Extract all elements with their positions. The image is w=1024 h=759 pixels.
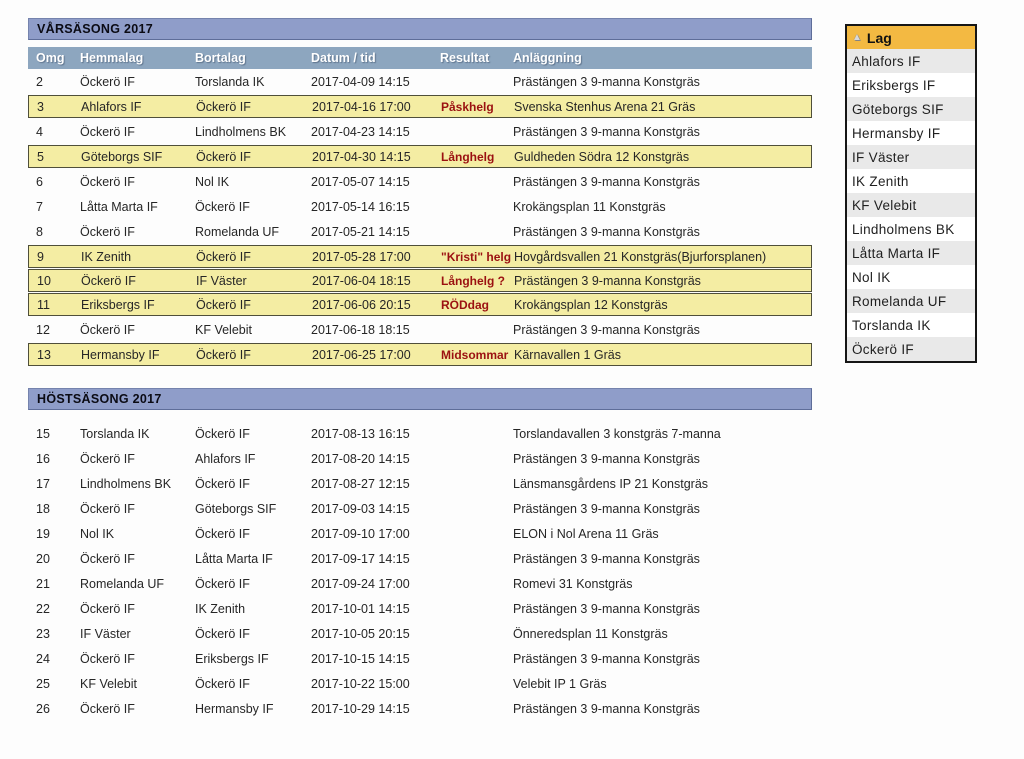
- table-row: [28, 169, 812, 194]
- home-team-cell: Öckerö IF: [80, 174, 135, 189]
- away-team-cell: Ahlafors IF: [195, 451, 256, 466]
- venue-cell: Svenska Stenhus Arena 21 Gräs: [514, 99, 696, 114]
- home-team-cell: KF Velebit: [80, 676, 137, 691]
- home-team-cell: Öckerö IF: [80, 124, 135, 139]
- team-list-item[interactable]: Eriksbergs IF: [847, 73, 975, 97]
- team-list: [847, 49, 975, 361]
- table-row: [28, 245, 812, 268]
- result-cell: Midsommar: [441, 347, 509, 362]
- omg-cell: 4: [36, 124, 43, 139]
- datetime-cell: 2017-10-22 15:00: [311, 676, 410, 691]
- away-team-cell: Romelanda UF: [195, 224, 280, 239]
- away-team-cell: Låtta Marta IF: [195, 551, 273, 566]
- table-row: [28, 496, 812, 521]
- table-row: [28, 95, 812, 118]
- away-team-cell: Öckerö IF: [195, 676, 250, 691]
- home-team-cell: Öckerö IF: [80, 501, 135, 516]
- team-list-item[interactable]: Hermansby IF: [847, 121, 975, 145]
- omg-cell: 16: [36, 451, 50, 466]
- home-team-cell: Öckerö IF: [80, 74, 135, 89]
- table-row: [28, 671, 812, 696]
- team-list-item[interactable]: Göteborgs SIF: [847, 97, 975, 121]
- column-header-home: Hemmalag: [80, 51, 144, 65]
- away-team-cell: Öckerö IF: [196, 249, 251, 264]
- venue-cell: Prästängen 3 9-manna Konstgräs: [513, 174, 700, 189]
- home-team-cell: Göteborgs SIF: [81, 149, 163, 164]
- result-cell: Påskhelg: [441, 99, 494, 114]
- venue-cell: Guldheden Södra 12 Konstgräs: [514, 149, 690, 164]
- omg-cell: 9: [37, 249, 44, 264]
- team-list-item[interactable]: Torslanda IK: [847, 313, 975, 337]
- sort-ascending-icon: ▲: [852, 31, 862, 43]
- table-row: [28, 219, 812, 244]
- spring-season-band: [28, 18, 812, 40]
- venue-cell: Prästängen 3 9-manna Konstgräs: [513, 74, 700, 89]
- away-team-cell: Öckerö IF: [196, 149, 251, 164]
- table-row: [28, 293, 812, 316]
- omg-cell: 15: [36, 426, 50, 441]
- spring-fixture-list: [28, 69, 812, 366]
- omg-cell: 22: [36, 601, 50, 616]
- column-header-result: Resultat: [440, 51, 490, 65]
- omg-cell: 23: [36, 626, 50, 641]
- home-team-cell: Öckerö IF: [80, 224, 135, 239]
- result-cell: Långhelg ?: [441, 273, 505, 288]
- away-team-cell: Lindholmens BK: [195, 124, 287, 139]
- team-list-item[interactable]: Nol IK: [847, 265, 975, 289]
- venue-cell: Prästängen 3 9-manna Konstgräs: [513, 322, 700, 337]
- datetime-cell: 2017-08-13 16:15: [311, 426, 410, 441]
- home-team-cell: Romelanda UF: [80, 576, 165, 591]
- omg-cell: 17: [36, 476, 50, 491]
- datetime-cell: 2017-06-04 18:15: [312, 273, 411, 288]
- venue-cell: Länsmansgårdens IP 21 Konstgräs: [513, 476, 709, 491]
- venue-cell: Prästängen 3 9-manna Konstgräs: [513, 224, 700, 239]
- home-team-cell: Ahlafors IF: [81, 99, 142, 114]
- omg-cell: 20: [36, 551, 50, 566]
- datetime-cell: 2017-05-28 17:00: [312, 249, 411, 264]
- team-list-item[interactable]: IF Väster: [847, 145, 975, 169]
- omg-cell: 3: [37, 99, 44, 114]
- venue-cell: Prästängen 3 9-manna Konstgräs: [513, 651, 700, 666]
- venue-cell: Prästängen 3 9-manna Konstgräs: [514, 273, 701, 288]
- home-team-cell: IK Zenith: [81, 249, 132, 264]
- column-header-venue: Anläggning: [513, 51, 582, 65]
- omg-cell: 24: [36, 651, 50, 666]
- away-team-cell: Öckerö IF: [196, 99, 251, 114]
- datetime-cell: 2017-05-14 16:15: [311, 199, 410, 214]
- table-row: [28, 571, 812, 596]
- table-row: [28, 343, 812, 366]
- away-team-cell: IF Väster: [196, 273, 247, 288]
- venue-cell: Krokängsplan 12 Konstgräs: [514, 297, 668, 312]
- datetime-cell: 2017-04-09 14:15: [311, 74, 410, 89]
- column-header-omg: Omg: [36, 51, 65, 65]
- table-row: [28, 596, 812, 621]
- column-header-datetime: Datum / tid: [311, 51, 376, 65]
- datetime-cell: 2017-10-05 20:15: [311, 626, 410, 641]
- away-team-cell: Öckerö IF: [196, 297, 251, 312]
- venue-cell: Torslandavallen 3 konstgräs 7-manna: [513, 426, 721, 441]
- away-team-cell: Öckerö IF: [195, 526, 250, 541]
- venue-cell: Kärnavallen 1 Gräs: [514, 347, 622, 362]
- venue-cell: Prästängen 3 9-manna Konstgräs: [513, 551, 700, 566]
- table-row: [28, 69, 812, 94]
- omg-cell: 7: [36, 199, 43, 214]
- datetime-cell: 2017-10-01 14:15: [311, 601, 410, 616]
- home-team-cell: Öckerö IF: [80, 451, 135, 466]
- table-row: [28, 546, 812, 571]
- away-team-cell: Öckerö IF: [195, 626, 250, 641]
- datetime-cell: 2017-04-30 14:15: [312, 149, 411, 164]
- team-list-item[interactable]: Lindholmens BK: [847, 217, 975, 241]
- away-team-cell: Hermansby IF: [195, 701, 274, 716]
- venue-cell: Romevi 31 Konstgräs: [513, 576, 633, 591]
- team-list-item[interactable]: KF Velebit: [847, 193, 975, 217]
- fixture-table-header: [28, 47, 812, 69]
- home-team-cell: Öckerö IF: [80, 322, 135, 337]
- table-row: [28, 646, 812, 671]
- home-team-cell: Öckerö IF: [80, 551, 135, 566]
- venue-cell: Krokängsplan 11 Konstgräs: [513, 199, 666, 214]
- venue-cell: Prästängen 3 9-manna Konstgräs: [513, 501, 700, 516]
- omg-cell: 18: [36, 501, 50, 516]
- omg-cell: 6: [36, 174, 43, 189]
- away-team-cell: Göteborgs SIF: [195, 501, 277, 516]
- away-team-cell: Öckerö IF: [195, 199, 250, 214]
- away-team-cell: Torslanda IK: [195, 74, 265, 89]
- omg-cell: 25: [36, 676, 50, 691]
- table-row: [28, 269, 812, 292]
- away-team-cell: Nol IK: [195, 174, 230, 189]
- team-list-item[interactable]: Öckerö IF: [847, 337, 975, 361]
- table-row: [28, 471, 812, 496]
- team-list-item[interactable]: Romelanda UF: [847, 289, 975, 313]
- omg-cell: 26: [36, 701, 50, 716]
- team-list-item[interactable]: IK Zenith: [847, 169, 975, 193]
- team-list-item[interactable]: Ahlafors IF: [847, 49, 975, 73]
- table-row: [28, 696, 812, 721]
- omg-cell: 13: [37, 347, 51, 362]
- table-row: [28, 317, 812, 342]
- away-team-cell: Eriksbergs IF: [195, 651, 269, 666]
- home-team-cell: Torslanda IK: [80, 426, 150, 441]
- result-cell: RÖDdag: [441, 297, 489, 312]
- home-team-cell: Öckerö IF: [80, 701, 135, 716]
- table-row: [28, 119, 812, 144]
- spring-season-title: VÅRSÄSONG 2017: [37, 22, 154, 36]
- omg-cell: 12: [36, 322, 50, 337]
- omg-cell: 5: [37, 149, 44, 164]
- table-row: [28, 446, 812, 471]
- omg-cell: 19: [36, 526, 50, 541]
- venue-cell: Velebit IP 1 Gräs: [513, 676, 607, 691]
- autumn-season-band: [28, 388, 812, 410]
- table-row: [28, 194, 812, 219]
- datetime-cell: 2017-05-21 14:15: [311, 224, 410, 239]
- away-team-cell: Öckerö IF: [196, 347, 251, 362]
- datetime-cell: 2017-08-20 14:15: [311, 451, 410, 466]
- team-list-item[interactable]: Låtta Marta IF: [847, 241, 975, 265]
- home-team-cell: Eriksbergs IF: [81, 297, 155, 312]
- home-team-cell: Nol IK: [80, 526, 115, 541]
- venue-cell: ELON i Nol Arena 11 Gräs: [513, 526, 659, 541]
- datetime-cell: 2017-04-16 17:00: [312, 99, 411, 114]
- away-team-cell: Öckerö IF: [195, 476, 250, 491]
- datetime-cell: 2017-10-29 14:15: [311, 701, 410, 716]
- datetime-cell: 2017-06-18 18:15: [311, 322, 410, 337]
- home-team-cell: Lindholmens BK: [80, 476, 172, 491]
- home-team-cell: Hermansby IF: [81, 347, 160, 362]
- datetime-cell: 2017-09-10 17:00: [311, 526, 410, 541]
- away-team-cell: IK Zenith: [195, 601, 246, 616]
- datetime-cell: 2017-05-07 14:15: [311, 174, 410, 189]
- venue-cell: Prästängen 3 9-manna Konstgräs: [513, 451, 700, 466]
- omg-cell: 10: [37, 273, 51, 288]
- datetime-cell: 2017-08-27 12:15: [311, 476, 410, 491]
- home-team-cell: Öckerö IF: [81, 273, 136, 288]
- table-row: [28, 621, 812, 646]
- datetime-cell: 2017-04-23 14:15: [311, 124, 410, 139]
- table-row: [28, 145, 812, 168]
- home-team-cell: IF Väster: [80, 626, 131, 641]
- autumn-fixture-list: [28, 421, 812, 721]
- away-team-cell: Öckerö IF: [195, 576, 250, 591]
- venue-cell: Prästängen 3 9-manna Konstgräs: [513, 601, 700, 616]
- table-row: [28, 521, 812, 546]
- teams-sort-header[interactable]: [847, 26, 975, 49]
- result-cell: Långhelg: [441, 149, 495, 164]
- datetime-cell: 2017-06-25 17:00: [312, 347, 411, 362]
- autumn-season-title: HÖSTSÄSONG 2017: [37, 392, 162, 406]
- away-team-cell: KF Velebit: [195, 322, 252, 337]
- datetime-cell: 2017-06-06 20:15: [312, 297, 411, 312]
- datetime-cell: 2017-09-03 14:15: [311, 501, 410, 516]
- datetime-cell: 2017-09-17 14:15: [311, 551, 410, 566]
- omg-cell: 11: [37, 297, 50, 312]
- home-team-cell: Låtta Marta IF: [80, 199, 158, 214]
- datetime-cell: 2017-09-24 17:00: [311, 576, 410, 591]
- datetime-cell: 2017-10-15 14:15: [311, 651, 410, 666]
- result-cell: "Kristi" helg: [441, 249, 512, 264]
- fixtures-main-column: [28, 18, 812, 721]
- venue-cell: Hovgårdsvallen 21 Konstgräs(Bjurforsplanen): [514, 249, 767, 264]
- column-header-away: Bortalag: [195, 51, 246, 65]
- teams-header-label: Lag: [866, 29, 892, 46]
- away-team-cell: Öckerö IF: [195, 426, 250, 441]
- venue-cell: Prästängen 3 9-manna Konstgräs: [513, 124, 700, 139]
- omg-cell: 2: [36, 74, 43, 89]
- omg-cell: 21: [36, 576, 50, 591]
- omg-cell: 8: [36, 224, 43, 239]
- venue-cell: Prästängen 3 9-manna Konstgräs: [513, 701, 700, 716]
- home-team-cell: Öckerö IF: [80, 651, 135, 666]
- home-team-cell: Öckerö IF: [80, 601, 135, 616]
- table-row: [28, 421, 812, 446]
- venue-cell: Önneredsplan 11 Konstgräs: [513, 626, 668, 641]
- teams-panel: [845, 24, 977, 363]
